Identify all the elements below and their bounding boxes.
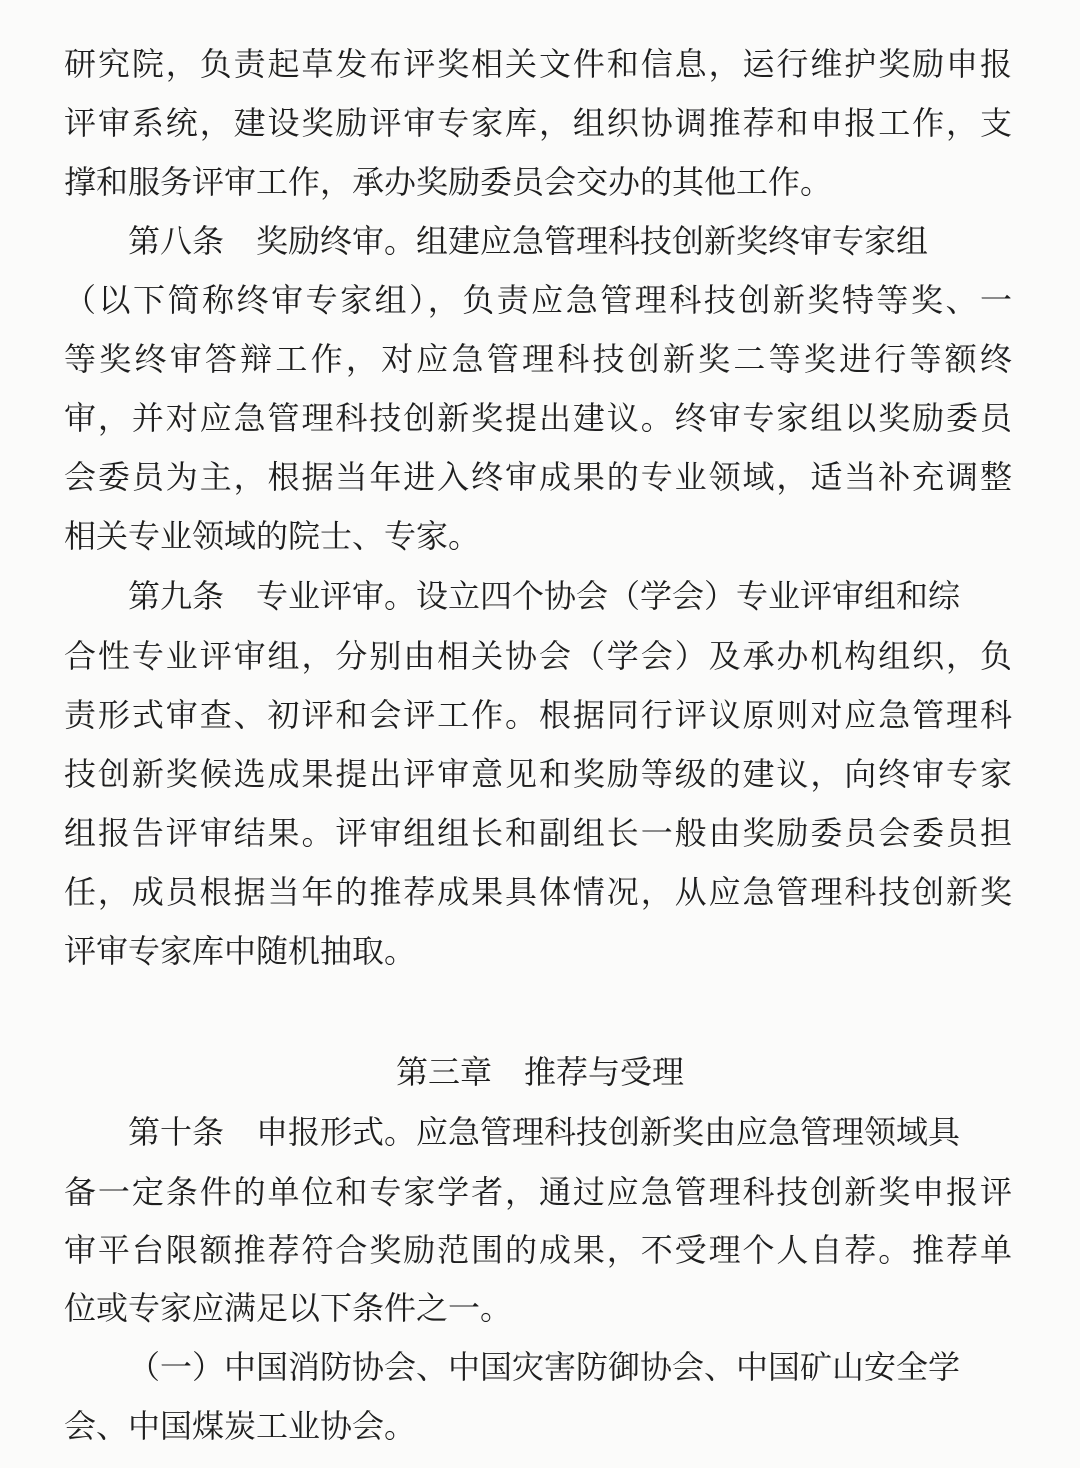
text-line: 等奖终审答辩工作，对应急管理科技创新奖二等奖进行等额终 [64,340,1012,378]
text-line: 技创新奖候选成果提出评审意见和奖励等级的建议，向终审专家 [64,755,1012,793]
text-line: 任，成员根据当年的推荐成果具体情况，从应急管理科技创新奖 [64,873,1012,911]
text-line: 审，并对应急管理科技创新奖提出建议。终审专家组以奖励委员 [64,399,1012,437]
text-line: 合性专业评审组，分别由相关协会（学会）及承办机构组织，负 [64,637,1012,675]
text-line: 研究院，负责起草发布评奖相关文件和信息，运行维护奖励申报 [64,45,1012,83]
text-line: 位或专家应满足以下条件之一。 [64,1289,513,1327]
text-line: 备一定条件的单位和专家学者，通过应急管理科技创新奖申报评 [64,1173,1012,1211]
chapter-heading: 第三章 推荐与受理 [395,1053,684,1091]
article-9-heading-line: 第九条 专业评审。设立四个协会（学会）专业评审组和综 [128,577,961,615]
article-10-heading-line: 第十条 申报形式。应急管理科技创新奖由应急管理领域具 [128,1113,961,1151]
article-8-heading-line: 第八条 奖励终审。组建应急管理科技创新奖终审专家组 [128,222,929,260]
text-line: （以下简称终审专家组），负责应急管理科技创新奖特等奖、一 [64,281,1012,319]
text-line: 组报告评审结果。评审组组长和副组长一般由奖励委员会委员担 [64,814,1012,852]
text-line: 评审系统，建设奖励评审专家库，组织协调推荐和申报工作，支 [64,104,1012,142]
text-line: 责形式审查、初评和会评工作。根据同行评议原则对应急管理科 [64,696,1012,734]
text-line: 会、中国煤炭工业协会。 [64,1407,417,1445]
text-line: 会委员为主，根据当年进入终审成果的专业领域，适当补充调整 [64,458,1012,496]
text-line: 相关专业领域的院士、专家。 [64,517,481,555]
text-line: 撑和服务评审工作，承办奖励委员会交办的其他工作。 [64,163,833,201]
text-line: 评审专家库中随机抽取。 [64,932,417,970]
list-item-line: （一）中国消防协会、中国灾害防御协会、中国矿山安全学 [128,1348,961,1386]
text-line: 审平台限额推荐符合奖励范围的成果，不受理个人自荐。推荐单 [64,1231,1012,1269]
